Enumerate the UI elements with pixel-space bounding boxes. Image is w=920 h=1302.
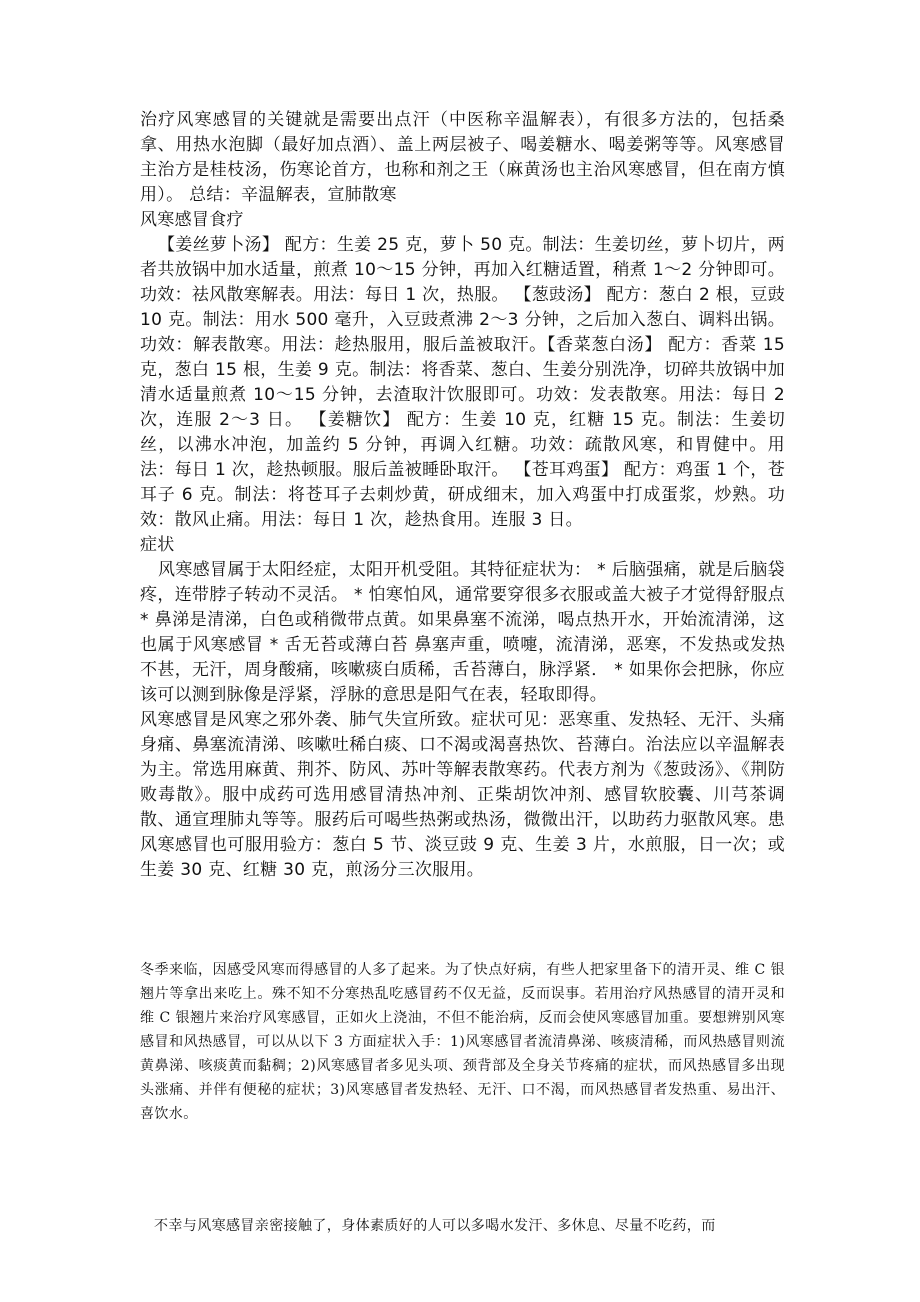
symptom-heading: 症状 <box>140 535 175 555</box>
cause-paragraph: 风寒感冒是风寒之邪外袭、肺气失宣所致。症状可见：恶寒重、发热轻、无汗、头痛身痛、鼻塞流清涕、咳嗽吐稀白痰、口不渴或渴喜热饮、苔薄白。治法应以辛温解表为主。常选用麻黄、荆芥、防风、苏叶等解表散寒药。代表方剂为《葱豉汤》、《荆防败毒散》。服中成药可选用感冒清热冲剂、正柴胡饮冲剂、感冒软胶囊、川芎茶调散、通宣理肺丸等等。服药后可喝些热粥或热汤，微微出汗，以助药力驱散风寒。患风寒感冒也可服用验方：葱白 5 节、淡豆豉 9 克、生姜 3 片，水煎服，日一次；或生姜 30 克、红糖 30 克，煎汤分三次服用。 <box>140 710 785 880</box>
diet-paragraph: 【姜丝萝卜汤】 配方：生姜 25 克，萝卜 50 克。制法：生姜切丝，萝卜切片，两者共放锅中加水适量，煎煮 10～15 分钟，再加入红糖适置，稍煮 1～2 分钟即可。功效：祛风散寒解表。用法：每日 1 次，热服。 【葱豉汤】 配方：葱白 2 根，豆豉 10 克。制法：用水 500 毫升，入豆豉煮沸 2～3 分钟，之后加入葱白、调料出锅。功效：解表散寒。用法：趁热服用，服后盖被取汗。【香菜葱白汤】 配方：香菜 15 克，葱白 15 根，生姜 9 克。制法：将香菜、葱白、生姜分别洗净，切碎共放锅中加清水适量煎煮 10～15 分钟，去渣取汁饮服即可。功效：发表散寒。用法：每日 2 次，连服 2～3 日。 【姜糖饮】 配方：生姜 10 克，红糖 15 克。制法：生姜切丝，以沸水冲泡，加盖约 5 分钟，再调入红糖。功效：疏散风寒，和胃健中。用法：每日 1 次，趁热顿服。服后盖被睡卧取汗。 【苍耳鸡蛋】 配方：鸡蛋 1 个，苍耳子 6 克。制法：将苍耳子去刺炒黄，研成细末，加入鸡蛋中打成蛋浆，炒熟。功效：散风止痛。用法：每日 1 次，趁热食用。连服 3 日。 <box>140 235 785 530</box>
symptom-paragraph: 风寒感冒属于太阳经症，太阳开机受阻。其特征症状为： * 后脑强痛，就是后脑袋疼，连带脖子转动不灵活。 * 怕寒怕风，通常要穿很多衣服或盖大被子才觉得舒服点 * 鼻涕是清涕，白色或稍微带点黄。如果鼻塞不流涕，喝点热开水，开始流清涕，这也属于风寒感冒 * 舌无苔或薄白苔 鼻塞声重，喷嚏，流清涕，恶寒，不发热或发热不甚，无汗，周身酸痛，咳嗽痰白质稀，舌苔薄白，脉浮紧． * 如果你会把脉，你应该可以测到脉像是浮紧，浮脉的意思是阳气在表，轻取即得。 <box>140 560 785 705</box>
intro-paragraph: 治疗风寒感冒的关键就是需要出点汗（中医称辛温解表），有很多方法的，包括桑拿、用热水泡脚（最好加点酒）、盖上两层被子、喝姜糖水、喝姜粥等等。风寒感冒主治方是桂枝汤，伤寒论首方，也称和剂之王（麻黄汤也主治风寒感冒，但在南方慎用）。 总结：辛温解表，宣肺散寒 <box>140 110 785 205</box>
document-body <box>140 108 785 883</box>
last-paragraph: 不幸与风寒感冒亲密接触了，身体素质好的人可以多喝水发汗、多休息、尽量不吃药，而 <box>154 1218 716 1234</box>
diet-heading: 风寒感冒食疗 <box>140 210 244 230</box>
winter-paragraph: 冬季来临，因感受风寒而得感冒的人多了起来。为了快点好病，有些人把家里备下的清开灵、维 C 银翘片等拿出来吃上。殊不知不分寒热乱吃感冒药不仅无益，反而误事。若用治疗风热感冒的清开灵和维 C 银翘片来治疗风寒感冒，正如火上浇油，不但不能治病，反而会使风寒感冒加重。要想辨别风寒感冒和风热感冒，可以从以下 3 方面症状入手：1)风寒感冒者流清鼻涕、咳痰清稀，而风热感冒则流黄鼻涕、咳痰黄而黏稠；2)风寒感冒者多见头项、颈背部及全身关节疼痛的症状，而风热感冒多出现头涨痛、并伴有便秘的症状；3)风寒感冒者发热轻、无汗、口不渴，而风热感冒者发热重、易出汗、喜饮水。 <box>140 962 785 1122</box>
